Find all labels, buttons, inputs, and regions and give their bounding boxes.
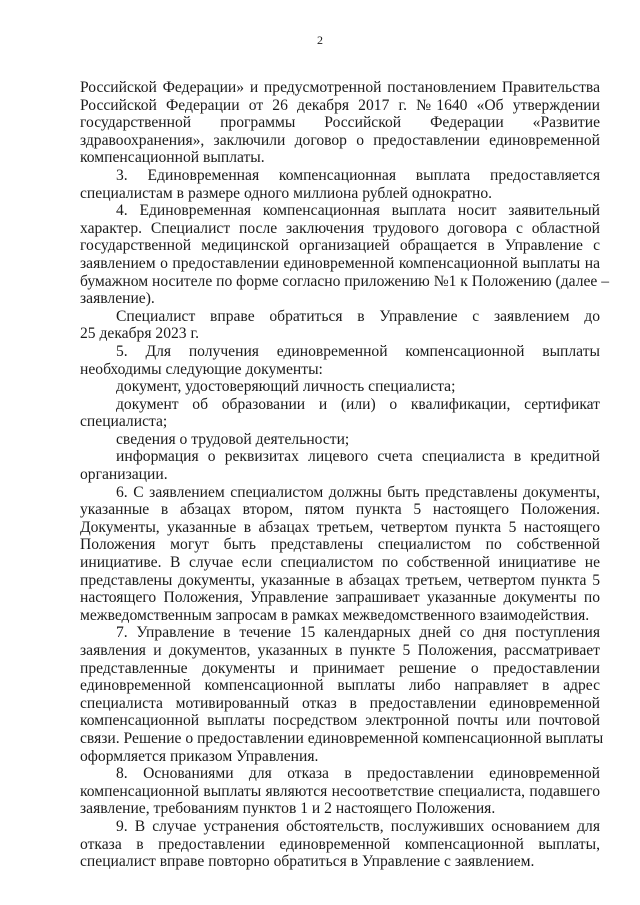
text-line: 25 декабря 2023 г. (80, 325, 200, 343)
text-line: специалиста; (80, 413, 168, 431)
text-line: информация о реквизитах лицевого счета специалиста в кредитной (116, 448, 600, 466)
text-line: государственной программы Российской Федерации «Развитие (80, 114, 600, 132)
text-line: компенсационной выплаты посредством электронной почты или почтовой (80, 712, 600, 730)
page-number: 2 (317, 33, 323, 47)
text-line: Специалист вправе обратиться в Управление с заявлением до (116, 307, 600, 325)
text-line: инициативе. В случае если специалистом по собственной инициативе не (80, 554, 600, 572)
text-line: представленные документы и принимает решение о предоставлении (80, 659, 600, 677)
text-line: организации. (80, 466, 168, 484)
text-line: специалистам в размере одного миллиона рублей однократно. (80, 184, 493, 202)
text-line: оформляется приказом Управления. (80, 747, 319, 765)
text-line: бумажном носителе по форме согласно приложению №1 к Положению (далее – (80, 272, 610, 290)
text-line: представлены документы, указанные в абзацах третьем, четвертом пункта 5 (80, 571, 600, 589)
text-line: настоящего Положения, Управление запрашивает указанные документы по (80, 589, 600, 607)
text-line: заявление, требованиям пунктов 1 и 2 настоящего Положения. (80, 800, 496, 818)
text-line: Положения могут быть представлены специалистом по собственной (80, 536, 600, 554)
text-line: документ, удостоверяющий личность специалиста; (116, 378, 456, 396)
text-line: компенсационной выплаты являются несоответствие специалиста, подавшего (80, 782, 600, 800)
text-line: Российской Федерации от 26 декабря 2017 г. №1640 «Об утверждении (80, 96, 600, 114)
text-line: 6. С заявлением специалистом должны быть представлены документы, (116, 483, 600, 501)
text-line: 7. Управление в течение 15 календарных дней со дня поступления (116, 624, 600, 642)
text-line: 5. Для получения единовременной компенсационной выплаты (116, 342, 600, 360)
text-line: 3. Единовременная компенсационная выплата предоставляется (116, 166, 600, 184)
text-line: 8. Основаниями для отказа в предоставлении единовременной (116, 765, 600, 783)
text-line: межведомственным запросам в рамках межведомственного взаимодействия. (80, 606, 590, 624)
text-line: указанные в абзацах втором, пятом пункта 5 настоящего Положения. (80, 501, 600, 519)
text-line: заявления и документов, указанных в пункте 5 Положения, рассматривает (80, 642, 600, 659)
document-body (80, 79, 610, 871)
text-line: 9. В случае устранения обстоятельств, послуживших основанием для (116, 817, 600, 835)
text-line: документ об образовании и (или) о квалификации, сертификат (116, 395, 600, 413)
text-line: государственной медицинской организацией обращается в Управление с (80, 237, 600, 255)
text-line: заявление). (80, 290, 155, 308)
text-line: Документы, указанные в абзацах третьем, четвертом пункта 5 настоящего (80, 518, 600, 536)
text-line: специалист вправе повторно обратиться в Управление с заявлением. (80, 853, 535, 871)
text-line: заявлением о предоставлении единовременной компенсационной выплаты на (80, 254, 600, 272)
text-line: характер. Специалист после заключения трудового договора с областной (80, 219, 600, 237)
text-line: здравоохранения», заключили договор о предоставлении единовременной (80, 131, 600, 149)
text-line: сведения о трудовой деятельности; (116, 430, 350, 448)
text-line: специалиста мотивированный отказ в предоставлении единовременной (80, 694, 600, 712)
text-line: компенсационной выплаты. (80, 149, 265, 167)
text-line: единовременной компенсационной выплаты либо направляет в адрес (80, 677, 600, 695)
text-line: отказа в предоставлении единовременной компенсационной выплаты, (80, 835, 600, 853)
text-line: необходимы следующие документы: (80, 360, 323, 378)
text-line: связи. Решение о предоставлении единовременной компенсационной выплаты (80, 729, 604, 747)
text-line: Российской Федерации» и предусмотренной постановлением Правительства (80, 79, 600, 96)
text-line: 4. Единовременная компенсационная выплата носит заявительный (116, 202, 600, 220)
